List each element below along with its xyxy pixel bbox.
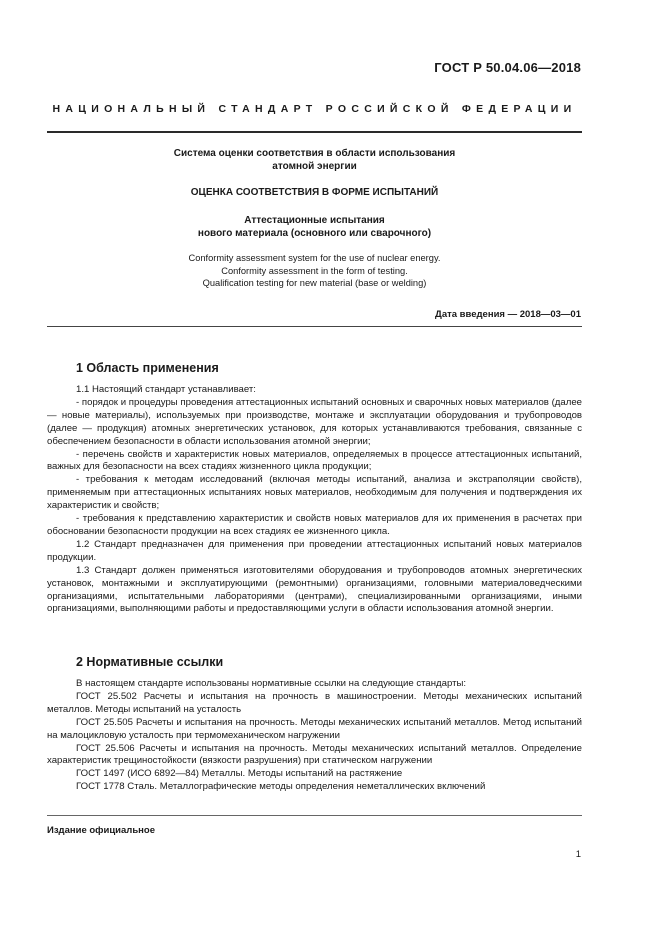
subtitle: Аттестационные испытания нового материала (основного или сварочного) — [197, 215, 432, 239]
section-1-body — [47, 384, 582, 616]
paragraph: - требования к методам исследований (включая методы испытаний, анализа и экстраполяции свойств), применяемым при аттестационных испытаниях новых материалов, необходимым для получения и подтверждения их характеристик и свойств; — [47, 474, 582, 512]
main-title: ОЦЕНКА СООТВЕТСТВИЯ В ФОРМЕ ИСПЫТАНИЙ — [190, 187, 439, 198]
system-title: Система оценки соответствия в области использования атомной энергии — [173, 148, 456, 172]
reference-item: ГОСТ 25.505 Расчеты и испытания на прочность. Методы механических испытаний металлов. Метод испытаний на малоцикловую усталость при термомеханическом нагружении — [47, 716, 582, 741]
paragraph: 1.2 Стандарт предназначен для применения при проведении аттестационных испытаний новых материалов продукции. — [47, 538, 582, 563]
paragraph: - порядок и процедуры проведения аттестационных испытаний основных и сварочных новых материалов (далее — новые материалы), используемых при производстве, монтаже и эксплуатации оборудования и трубопроводов (далее — продукция) атомных энергетических установок, для которых устанавливаются требования, связанные с обеспечением безопасности в области использования атомной энергии; — [47, 396, 582, 447]
standard-code: ГОСТ Р 50.04.06—2018 — [434, 60, 581, 75]
date-divider — [47, 326, 582, 327]
paragraph: - требования к представлению характеристик и свойств новых материалов для их применения в расчетах при обосновании безопасности продукции на всех стадиях ее жизненного цикла. — [47, 513, 582, 537]
section-1-heading: 1 Область применения — [76, 361, 219, 375]
paragraph: 1.3 Стандарт должен применяться изготовителями оборудования и трубопроводов атомных энергетических установок, монтажными и эксплуатирующими (ремонтными) организациями, головными материаловедческими организациями, испытательными лабораториями (центрами), специализированными организациями, иными организациями, выполняющими работы и предоставляющими услуги в области использования атомной энергии. — [47, 564, 582, 615]
introduction-date: Дата введения — 2018—03—01 — [435, 309, 581, 320]
english-title: Conformity assessment system for the use of nuclear energy. Conformity assessment in the form of testing. Qualification testing for new material (base or welding) — [188, 253, 441, 288]
paragraph: - перечень свойств и характеристик новых материалов, определяемых в процессе аттестационных испытаний, важных для безопасности на всех стадиях жизненного цикла продукции; — [47, 448, 582, 473]
edition-label: Издание официальное — [47, 825, 155, 836]
paragraph: 1.1 Настоящий стандарт устанавливает: — [76, 384, 256, 395]
paragraph: В настоящем стандарте использованы нормативные ссылки на следующие стандарты: — [76, 678, 467, 689]
reference-item: ГОСТ 1497 (ИСО 6892—84) Металлы. Методы испытаний на растяжение — [76, 768, 403, 780]
section-2-body — [47, 678, 582, 794]
page-number: 1 — [575, 849, 581, 860]
reference-item: ГОСТ 1778 Сталь. Металлографические методы определения неметаллических включений — [76, 781, 486, 793]
reference-item: ГОСТ 25.502 Расчеты и испытания на прочность в машиностроении. Методы механических испытаний металлов. Методы испытаний на усталость — [47, 690, 582, 715]
section-2-heading: 2 Нормативные ссылки — [76, 655, 224, 669]
national-standard-banner: НАЦИОНАЛЬНЫЙ СТАНДАРТ РОССИЙСКОЙ ФЕДЕРАЦИИ — [52, 103, 577, 115]
footer-divider — [47, 815, 582, 816]
reference-item: ГОСТ 25.506 Расчеты и испытания на прочность. Методы механических испытаний металлов. Определение характеристик трещиностойкости (вязкости разрушения) при статическом нагружении — [47, 742, 582, 767]
header-divider — [47, 131, 582, 133]
